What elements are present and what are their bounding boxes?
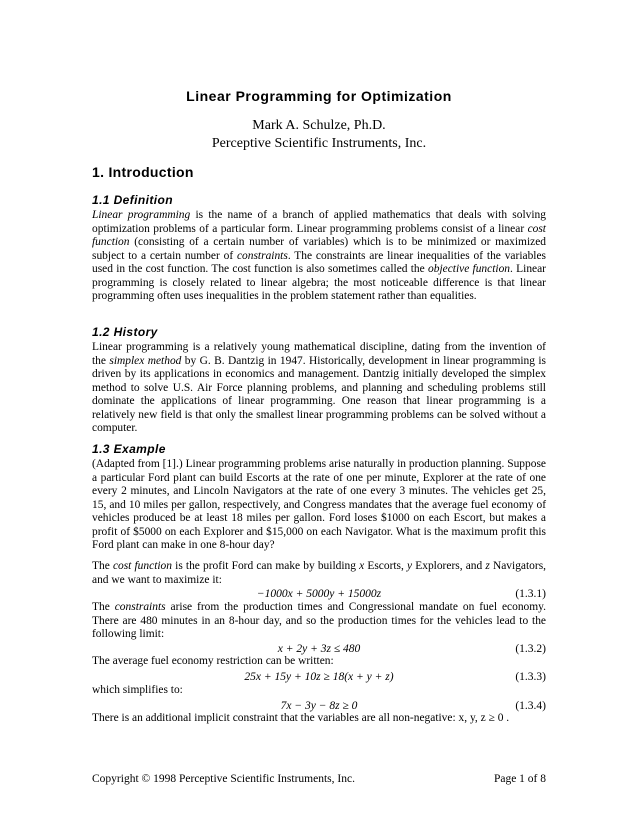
- equation-expression: x + 2y + 3z ≤ 480: [277, 643, 361, 655]
- copyright-notice: Copyright © 1998 Perceptive Scientific Instruments, Inc.: [92, 773, 355, 785]
- equation-expression: 7x − 3y − 8z ≥ 0: [280, 700, 358, 712]
- equation-1-3-4: [92, 699, 546, 713]
- term-cost-function: cost function: [112, 560, 172, 572]
- term-constraints: constraints: [236, 249, 288, 262]
- equation-1-3-3: [92, 670, 546, 684]
- term-linear-programming: Linear programming: [92, 209, 191, 221]
- paper-title: Linear Programming for Optimization: [186, 88, 452, 104]
- equation-number: (1.3.1): [515, 588, 546, 600]
- history-paragraph: Linear programming is a relatively young mathematical discipline, dating from the invention of the simplex method by G. B. Dantzig in 1947. Historically, development in linear programming is driven by its applications in economics and management. Dantzig initially developed the simplex method to solve U.S. Air Force planning problems, and planning and scheduling problems still dominate the applications of linear programming. One reason that linear programming is a relatively new field is that only the smallest linear programming problems can be solved without a computer.: [92, 341, 547, 435]
- page-number: Page 1 of 8: [493, 773, 546, 785]
- term-constraints: constraints: [114, 601, 166, 613]
- section-heading-introduction: 1. Introduction: [92, 164, 194, 180]
- simplifies-text: which simplifies to:: [92, 684, 183, 696]
- author-affiliation: Perceptive Scientific Instruments, Inc.: [211, 136, 427, 151]
- author-name: Mark A. Schulze, Ph.D.: [252, 118, 386, 133]
- term-objective-function: objective function: [428, 263, 511, 276]
- equation-expression: 25x + 15y + 10z ≥ 18(x + y + z): [244, 671, 394, 683]
- equation-expression: −1000x + 5000y + 15000z: [256, 588, 382, 600]
- equation-1-3-2: [92, 642, 546, 656]
- example-paragraph-1: (Adapted from [1].) Linear programming problems arise naturally in production planning. Suppose a particular Ford plant can build Escorts at the rate of one per minute, Explorer at the rate of one every 2 minutes, and Lincoln Navigators at the rate of one every 3 minutes. The vehicles get 25, 15, and 10 miles per gallon, respectively, and Congress mandates that the average fuel economy of vehicles produced be at least 18 miles per gallon. Ford loses $1000 on each Escort, but makes a profit of $5000 on each Explorer and $15,000 on each Navigator. What is the maximum profit this Ford plant can make in one 8-hour day?: [92, 458, 546, 552]
- nonnegativity-text: There is an additional implicit constraint that the variables are all non-negative: x, y, z ≥ 0 .: [92, 712, 510, 724]
- equation-number: (1.3.2): [515, 643, 546, 655]
- subsection-heading-definition: 1.1 Definition: [92, 193, 173, 207]
- term-cost-function: cost function: [92, 222, 546, 249]
- term-simplex-method: simplex method: [109, 354, 182, 367]
- example-paragraph-3: The constraints arise from the production times and Congressional mandate on fuel economy. There are 480 minutes in an 8-hour day, and so the production times for the vehicles lead to the following limit:: [92, 601, 546, 641]
- equation-number: (1.3.4): [515, 700, 546, 712]
- subsection-heading-example: 1.3 Example: [92, 442, 166, 456]
- equation-number: (1.3.3): [515, 671, 546, 683]
- definition-paragraph: Linear programming is the name of a branch of applied mathematics that deals with solving optimization problems of a particular form. Linear programming problems consist of a linear cost function (consisting of a certain number of variables) which is to be minimized or maximized subject to a certain number of constraints. The constraints are linear inequalities of the variables used in the cost function. The cost function is also sometimes called the objective function. Linear programming is closely related to linear algebra; the most noticeable difference is that linear programming often uses inequalities in the problem statement rather than equalities.: [92, 209, 546, 303]
- equation-1-3-1: [92, 587, 546, 601]
- example-paragraph-2: The cost function is the profit Ford can make by building x Escorts, y Explorers, and z Navigators, and we want to maximize it:: [92, 560, 547, 586]
- subsection-heading-history: 1.2 History: [92, 325, 158, 339]
- fuel-restriction-text: The average fuel economy restriction can be written:: [92, 655, 334, 667]
